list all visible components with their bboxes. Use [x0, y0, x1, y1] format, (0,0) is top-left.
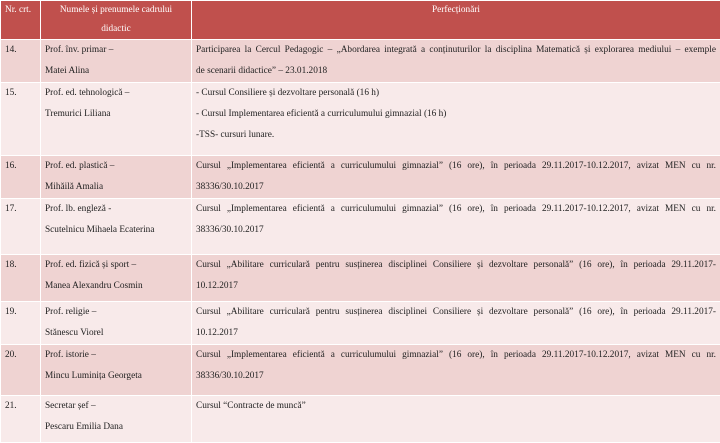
table-row	[1, 255, 720, 302]
teacher-role: Prof. înv. primar –	[45, 40, 187, 61]
table-row	[1, 302, 720, 345]
header-nr: Nr. crt.	[1, 1, 41, 40]
row-number: 20.	[1, 345, 41, 396]
teacher-cell	[41, 199, 192, 255]
row-number: 19.	[1, 302, 41, 345]
training-cell	[192, 199, 720, 255]
training-line: Cursul „Implementarea eficientă a curriculumului gimnazial” (16 ore), în perioada 29.11.2017-10.12.2017, avizat MEN cu nr.	[196, 156, 716, 177]
training-cell	[192, 345, 720, 396]
training-line: Cursul „Abilitare curriculară pentru susținerea disciplinei Consiliere și dezvoltare personală” (16 ore), în perioada 29.11.2017-	[196, 302, 716, 323]
table-row	[1, 156, 720, 199]
teacher-cell	[41, 156, 192, 199]
training-line: 38336/30.10.2017	[196, 220, 716, 241]
training-cell	[192, 302, 720, 345]
training-line: Cursul „Implementarea eficientă a curriculumului gimnazial” (16 ore), în perioada 29.11.2017-10.12.2017, avizat MEN cu nr.	[196, 199, 716, 220]
training-cell	[192, 156, 720, 199]
row-number: 18.	[1, 255, 41, 302]
table-row	[1, 40, 720, 83]
teacher-name: Tremurici Liliana	[45, 104, 187, 125]
teacher-role: Prof. religie –	[45, 302, 187, 323]
training-cell	[192, 255, 720, 302]
table-row	[1, 345, 720, 396]
training-line: Cursul „Abilitare curriculară pentru susținerea disciplinei Consiliere și dezvoltare personală” (16 ore), în perioada 29.11.2017-	[196, 255, 716, 276]
teacher-name: Matei Alina	[45, 61, 187, 82]
teacher-cell	[41, 255, 192, 302]
training-line: 10.12.2017	[196, 276, 716, 297]
teacher-role: Prof. istorie –	[45, 345, 187, 366]
training-line: Participarea la Cercul Pedagogic – „Abordarea integrată a conținuturilor la disciplina Matematică și explorarea mediului – exemple	[196, 40, 716, 61]
teacher-name: Stănescu Viorel	[45, 323, 187, 344]
training-line: Cursul „Implementarea eficientă a curriculumului gimnazial” (16 ore), în perioada 29.11.2017-10.12.2017, avizat MEN cu nr.	[196, 345, 716, 366]
training-line: Cursul “Contracte de muncă”	[196, 396, 716, 417]
teacher-name: Pescaru Emilia Dana	[45, 417, 187, 438]
row-number: 15.	[1, 83, 41, 156]
table-row	[1, 396, 720, 443]
teacher-cell	[41, 83, 192, 156]
teacher-role: Secretar șef –	[45, 396, 187, 417]
teacher-cell	[41, 396, 192, 443]
teacher-cell	[41, 302, 192, 345]
row-number: 17.	[1, 199, 41, 255]
teacher-role: Prof. lb. engleză -	[45, 199, 187, 220]
table-row	[1, 199, 720, 255]
teacher-role: Prof. ed. fizică și sport –	[45, 255, 187, 276]
header-row	[1, 1, 720, 40]
training-line: - Cursul Implementarea eficientă a curriculumului gimnazial (16 h)	[196, 104, 716, 125]
row-number: 21.	[1, 396, 41, 443]
teacher-cell	[41, 345, 192, 396]
training-cell	[192, 83, 720, 156]
training-cell	[192, 396, 720, 443]
teacher-name: Manea Alexandru Cosmin	[45, 276, 187, 297]
header-courses: Perfecționări	[192, 1, 720, 40]
training-line: 38336/30.10.2017	[196, 366, 716, 387]
training-cell	[192, 40, 720, 83]
row-number: 16.	[1, 156, 41, 199]
teacher-name: Mihăilă Amalia	[45, 177, 187, 198]
training-line: -TSS- cursuri lunare.	[196, 125, 716, 146]
teacher-role: Prof. ed. tehnologică –	[45, 83, 187, 104]
table-row	[1, 83, 720, 156]
training-line: 38336/30.10.2017	[196, 177, 716, 198]
training-line: de scenarii didactice” – 23.01.2018	[196, 61, 716, 82]
header-name	[41, 1, 192, 40]
training-line: 10.12.2017	[196, 323, 716, 344]
teacher-role: Prof. ed. plastică –	[45, 156, 187, 177]
teacher-name: Scutelnicu Mihaela Ecaterina	[45, 220, 187, 241]
row-number: 14.	[1, 40, 41, 83]
training-line: - Cursul Consiliere și dezvoltare personală (16 h)	[196, 83, 716, 104]
teacher-name: Mincu Luminița Georgeta	[45, 366, 187, 387]
teacher-cell	[41, 40, 192, 83]
header-name-line1: Numele și prenumele cadrului	[45, 1, 187, 20]
header-name-line2: didactic	[45, 20, 187, 39]
